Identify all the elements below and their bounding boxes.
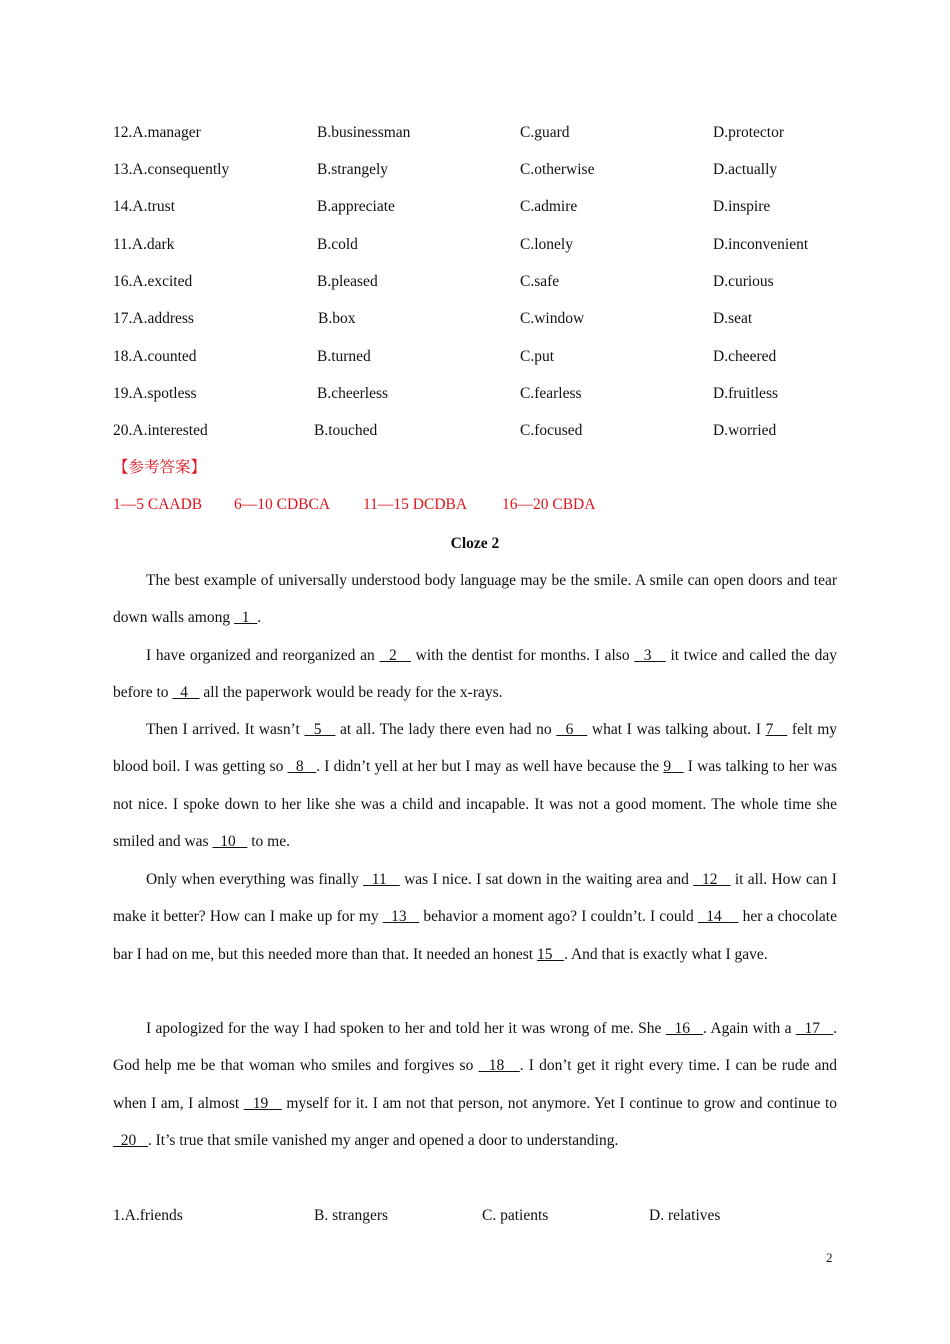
option-c: C.window [520, 310, 585, 327]
option-b: B.strangely [317, 161, 389, 178]
blank-4: 4 [172, 684, 200, 702]
option-b: B.appreciate [317, 198, 395, 215]
option-a: A.counted [132, 348, 197, 365]
question-number: 16. [113, 273, 133, 290]
option-row-17 [0, 305, 950, 333]
answer-group-1: 1—5 CAADB [113, 496, 203, 513]
option-row-18 [0, 343, 950, 371]
question-number: 17. [113, 310, 133, 327]
blank-5: 5 [304, 721, 336, 738]
answer-key-heading: 【参考答案】 [113, 459, 207, 476]
option-b: B. strangers [314, 1207, 389, 1224]
cloze-paragraph-4: Only when everything was finally 11 was I nice. I sat down in the waiting area and 12 it all. How can I make it better? How can I make up for my 13 behavior a moment ago? I couldn’t. I could 14 her a chocolate bar I had on me, but this needed more than that. It needed an honest 15 . And that is exactly what I gave. [113, 871, 837, 963]
option-row-16 [0, 268, 950, 296]
blank-1: 1 [233, 609, 258, 627]
option-b: B.touched [314, 422, 378, 439]
option-b: B.cheerless [317, 385, 389, 402]
option-d: D. relatives [649, 1207, 721, 1224]
answer-group-4: 16—20 CBDA [502, 496, 596, 513]
option-row-12 [0, 119, 950, 147]
option-c: C.put [520, 348, 555, 365]
option-d: D.worried [713, 422, 777, 439]
page-number: 2 [826, 1250, 833, 1265]
option-a: A.consequently [132, 161, 230, 178]
blank-20: 20 [113, 1131, 148, 1149]
option-c: C.fearless [520, 385, 582, 402]
answer-group-3: 11—15 DCDBA [363, 496, 468, 513]
question-number: 19. [113, 385, 133, 402]
cloze-title: Cloze 2 [450, 535, 500, 552]
blank-14: 14 [697, 908, 739, 926]
blank-13: 13 [382, 908, 420, 926]
blank-6: 6 [556, 721, 588, 738]
blank-7: 7 [765, 721, 788, 738]
blank-15: 15 [536, 945, 565, 963]
option-a: A.address [132, 310, 194, 327]
option-a: A.trust [132, 198, 175, 215]
question-number: 14. [113, 198, 133, 215]
option-row-20 [0, 417, 950, 445]
answer-group-2: 6—10 CDBCA [234, 496, 331, 513]
option-a: A.excited [132, 273, 193, 290]
option-d: D.curious [713, 273, 774, 290]
option-b: B.turned [317, 348, 371, 365]
option-a: A.spotless [132, 385, 197, 402]
blank-16: 16 [665, 1020, 704, 1037]
option-c: C. patients [482, 1207, 549, 1224]
option-b: B.box [318, 310, 356, 327]
cloze-paragraph-1: The best example of universally understood body language may be the smile. A smile can open doors and tear down walls among 1 . [113, 572, 837, 627]
option-a: A.dark [131, 236, 175, 253]
option-d: D.inspire [713, 198, 771, 215]
option-row-13 [0, 156, 950, 184]
option-row-19 [0, 380, 950, 408]
option-c: C.admire [520, 198, 578, 215]
option-b: B.cold [317, 236, 358, 253]
option-d: D.actually [713, 161, 778, 178]
cloze-paragraph-5: I apologized for the way I had spoken to her and told her it was wrong of me. She 16 . Again with a 17 . God help me be that woman who smiles and forgives so 18 . I don’t get it right every time. I can be rude and when I am, I almost 19 myself for it. I am not that person, not anymore. Yet I continue to grow and continue to 20 . It’s true that smile vanished my anger and opened a door to understanding. [113, 1020, 838, 1149]
blank-12: 12 [693, 871, 731, 888]
blank-17: 17 [795, 1020, 834, 1037]
option-d: D.protector [713, 124, 785, 141]
option-c: C.safe [520, 273, 560, 290]
blank-11: 11 [363, 871, 400, 888]
blank-2: 2 [379, 647, 411, 664]
option-b: B.businessman [317, 124, 411, 141]
question-number: 20. [113, 422, 133, 439]
question-number: 18. [113, 348, 133, 365]
blank-3: 3 [634, 647, 666, 664]
cloze-paragraph-3: Then I arrived. It wasn’t 5 at all. The lady there even had no 6 what I was talking about. I 7 felt my blood boil. I was getting so 8 . I didn’t yell at her but I may as well have because the 9 I was talking to her was not nice. I spoke down to her like she was a child and incapable. It was not a good moment. The whole time she smiled and was 10 to me. [113, 721, 838, 850]
blank-18: 18 [478, 1057, 520, 1075]
option-b: B.pleased [317, 273, 378, 290]
option-d: D.seat [713, 310, 753, 327]
question-number: 13. [113, 161, 133, 178]
option-c: C.lonely [520, 236, 573, 253]
option-a: 1.A.friends [113, 1207, 183, 1224]
option-d: D.cheered [713, 348, 777, 365]
option-c: C.otherwise [520, 161, 595, 178]
cloze-paragraph-2: I have organized and reorganized an 2 with the dentist for months. I also 3 it twice and called the day before to 4 all the paperwork would be ready for the x-rays. [113, 647, 837, 702]
option-c: C.guard [520, 124, 570, 141]
option-row-14 [0, 193, 950, 221]
option-d: D.fruitless [713, 385, 779, 402]
blank-8: 8 [287, 758, 317, 776]
option-row-11 [0, 231, 950, 259]
question-number: 11. [113, 236, 132, 253]
option-a: A.manager [132, 124, 201, 141]
option-d: D.inconvenient [713, 236, 809, 253]
blank-9: 9 [663, 758, 684, 776]
question-number: 12. [113, 124, 133, 141]
blank-19: 19 [243, 1094, 282, 1112]
option-row-1 [0, 1202, 950, 1230]
option-c: C.focused [520, 422, 583, 439]
option-a: A.interested [132, 422, 208, 439]
blank-10: 10 [212, 832, 248, 850]
